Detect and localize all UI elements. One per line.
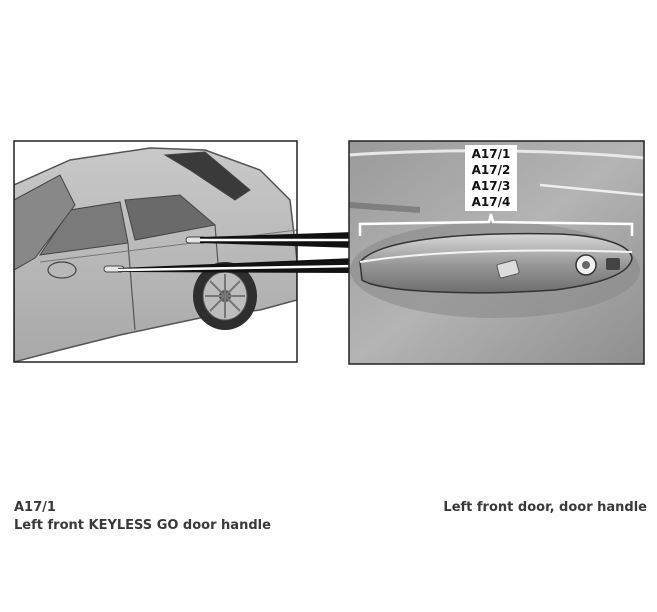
component-location: Left front door, door handle [443,500,647,515]
component-description: Left front KEYLESS GO door handle [14,518,271,533]
side-mirror [48,262,76,278]
component-code: A17/1 [14,500,56,515]
caption-component [14,499,271,535]
callout-label-1: A17/1 [471,147,511,161]
callout-label-2: A17/2 [471,163,511,177]
car-overview-panel [14,141,297,362]
callout-label-4: A17/4 [471,195,511,209]
callout-label-3: A17/3 [471,179,511,193]
callout-label [465,145,517,211]
